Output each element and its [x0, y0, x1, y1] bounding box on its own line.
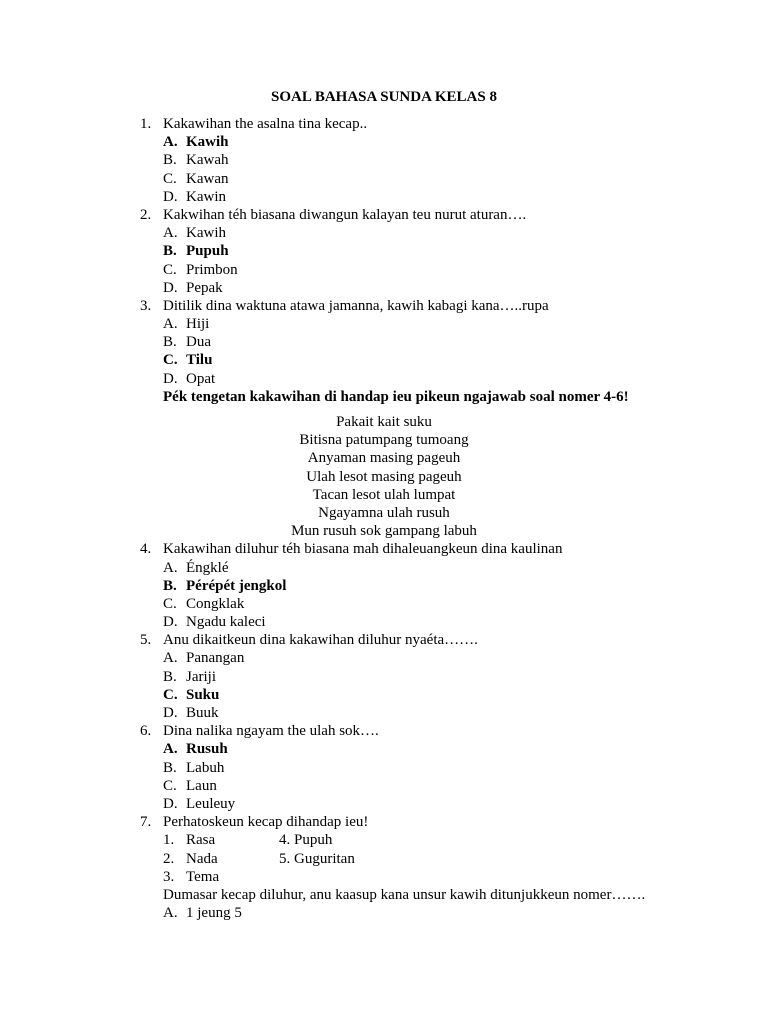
option-text: Primbon: [186, 261, 238, 278]
instruction-line: [0, 388, 768, 406]
option-q3-d: [0, 370, 768, 388]
option-q1-a: [0, 133, 768, 151]
option-q5-a: [0, 649, 768, 667]
poem-line: Ngayamna ulah rusuh: [318, 504, 450, 521]
option-q1-b: [0, 151, 768, 169]
option-q5-b: [0, 668, 768, 686]
option-text: Pepak: [186, 279, 223, 296]
question-4: [0, 540, 768, 558]
option-letter: C.: [163, 170, 177, 187]
question-number: 7.: [140, 814, 152, 831]
option-letter: D.: [163, 279, 178, 296]
poem-line: Mun rusuh sok gampang labuh: [291, 523, 477, 540]
option-letter: B.: [163, 668, 177, 685]
poem-line: Ulah lesot masing pageuh: [306, 468, 462, 485]
question-number: 3.: [140, 297, 152, 314]
item-number: 2.: [163, 850, 175, 867]
option-letter: C.: [163, 686, 178, 703]
option-letter: C.: [163, 261, 177, 278]
option-text: Kawah: [186, 152, 229, 169]
option-q5-c: [0, 686, 768, 704]
option-text: Leuleuy: [186, 795, 236, 812]
question-6: [0, 722, 768, 740]
option-text: Panangan: [186, 650, 245, 667]
option-text: Dua: [186, 334, 211, 351]
option-q4-b: [0, 577, 768, 595]
option-text: Pupuh: [186, 243, 229, 260]
option-text: Jariji: [186, 668, 216, 685]
question-text: Anu dikaitkeun dina kakawihan diluhur nyaéta…….: [163, 632, 478, 649]
option-letter: B.: [163, 759, 177, 776]
option-letter: C.: [163, 595, 177, 612]
option-q4-d: [0, 613, 768, 631]
option-q5-d: [0, 704, 768, 722]
item-number: 3.: [163, 868, 175, 885]
option-letter: A.: [163, 134, 178, 151]
option-text: Opat: [186, 370, 216, 387]
poem-line: Bitisna patumpang tumoang: [299, 432, 469, 449]
question-number: 2.: [140, 206, 152, 223]
question-3: [0, 297, 768, 315]
item-text: Rasa: [186, 832, 216, 849]
option-letter: B.: [163, 152, 177, 169]
item-text-right: 4. Pupuh: [279, 832, 333, 849]
question-text: Perhatoskeun kecap dihandap ieu!: [163, 814, 369, 831]
page-title: SOAL BAHASA SUNDA KELAS 8: [271, 89, 497, 105]
q7-item-row: [0, 831, 768, 849]
option-letter: A.: [163, 316, 178, 333]
question-text: Ditilik dina waktuna atawa jamanna, kawih kabagi kana…..rupa: [163, 297, 549, 314]
option-q3-a: [0, 315, 768, 333]
question-number: 1.: [140, 116, 152, 132]
option-q1-c: [0, 170, 768, 188]
item-text-right: 5. Guguritan: [279, 850, 355, 867]
option-letter: A.: [163, 225, 178, 242]
question-2: [0, 206, 768, 224]
option-q6-a: [0, 740, 768, 758]
option-q4-a: [0, 559, 768, 577]
question-number: 5.: [140, 632, 152, 649]
option-letter: B.: [163, 577, 177, 594]
poem-line: Pakait kait suku: [336, 414, 432, 430]
option-text: Ngadu kaleci: [186, 614, 266, 631]
item-text: Nada: [186, 850, 218, 867]
option-text: Hiji: [186, 316, 210, 333]
option-text: Kawih: [186, 134, 229, 151]
option-q6-d: [0, 795, 768, 813]
question-number: 6.: [140, 723, 152, 740]
option-q2-d: [0, 279, 768, 297]
option-q2-a: [0, 224, 768, 242]
option-letter: A.: [163, 741, 178, 758]
option-letter: A.: [163, 905, 178, 922]
option-letter: A.: [163, 559, 178, 576]
option-q7-a: [0, 904, 768, 922]
question-text: Kakawihan diluhur téh biasana mah dihaleuangkeun dina kaulinan: [163, 541, 563, 558]
option-text: Kawih: [186, 225, 226, 242]
question-number: 4.: [140, 541, 152, 558]
question-7: [0, 813, 768, 831]
option-letter: D.: [163, 188, 178, 205]
option-q1-d: [0, 188, 768, 206]
poem-line: Tacan lesot ulah lumpat: [312, 486, 456, 503]
option-text: Congklak: [186, 595, 245, 612]
option-text: Buuk: [186, 705, 219, 721]
option-text: Labuh: [186, 759, 225, 776]
option-q6-c: [0, 777, 768, 795]
option-letter: C.: [163, 777, 177, 794]
option-letter: D.: [163, 614, 178, 631]
question-text: Dina nalika ngayam the ulah sok….: [163, 723, 379, 740]
option-letter: B.: [163, 243, 177, 260]
option-letter: B.: [163, 334, 177, 351]
option-text: Rusuh: [186, 741, 228, 758]
option-text: Éngklé: [186, 559, 229, 576]
option-q3-b: [0, 333, 768, 351]
option-text: Suku: [186, 686, 220, 703]
option-q2-c: [0, 261, 768, 279]
option-text: Kawan: [186, 170, 229, 187]
question-text: Kakwihan téh biasana diwangun kalayan teu nurut aturan….: [163, 206, 527, 223]
option-q2-b: [0, 242, 768, 260]
option-text: 1 jeung 5: [186, 905, 242, 922]
option-text: Tilu: [186, 352, 213, 369]
option-letter: D.: [163, 705, 178, 721]
option-letter: C.: [163, 352, 178, 369]
poem-line: Anyaman masing pageuh: [307, 450, 461, 467]
option-q3-c: [0, 351, 768, 369]
option-text: Kawin: [186, 188, 226, 205]
option-q6-b: [0, 759, 768, 777]
option-letter: D.: [163, 795, 178, 812]
option-q4-c: [0, 595, 768, 613]
question-text: Dumasar kecap diluhur, anu kaasup kana unsur kawih ditunjukkeun nomer…….: [163, 886, 646, 903]
option-text: Pérépét jengkol: [186, 577, 287, 594]
option-text: Laun: [186, 777, 217, 794]
item-number: 1.: [163, 832, 175, 849]
question-list: [0, 115, 768, 922]
option-letter: A.: [163, 650, 178, 667]
question-5: [0, 631, 768, 649]
q7-item-row: [0, 850, 768, 868]
instruction-text: Pék tengetan kakawihan di handap ieu pikeun ngajawab soal nomer 4-6!: [163, 388, 629, 405]
q7-question-line: [0, 886, 768, 904]
question-1: [0, 115, 768, 133]
question-text: Kakawihan the asalna tina kecap..: [163, 116, 368, 132]
item-text: Tema: [186, 868, 220, 885]
q7-item-row: [0, 868, 768, 886]
option-letter: D.: [163, 370, 178, 387]
